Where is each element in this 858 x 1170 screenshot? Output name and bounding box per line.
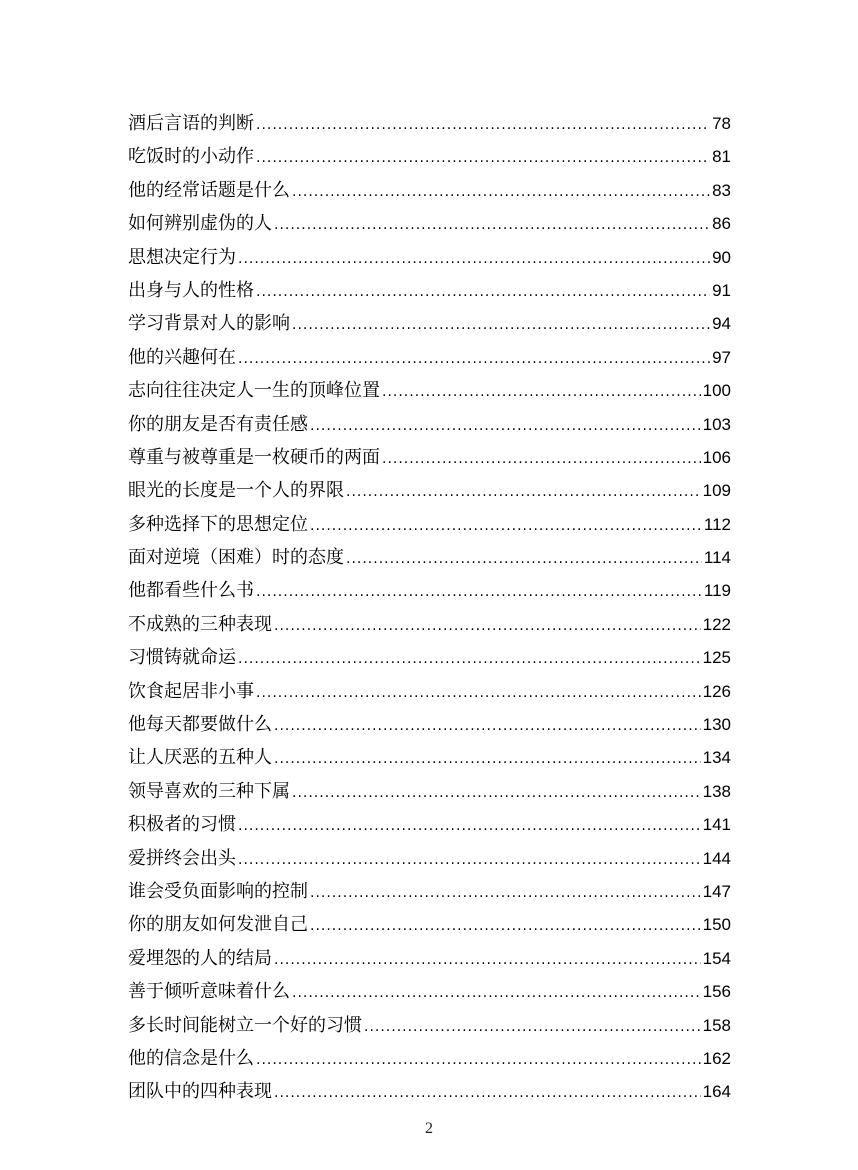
- toc-leader-dots: [256, 576, 702, 609]
- toc-entry-title: 领导喜欢的三种下属: [128, 780, 290, 802]
- toc-entry-title: 不成熟的三种表现: [128, 613, 272, 635]
- toc-entry[interactable]: [128, 374, 731, 407]
- toc-entry-title: 善于倾听意味着什么: [128, 981, 290, 1003]
- toc-entry-title: 吃饭时的小动作: [128, 146, 254, 168]
- toc-entry-title: 饮食起居非小事: [128, 680, 254, 702]
- toc-entry[interactable]: [128, 908, 731, 941]
- toc-leader-dots: [274, 944, 701, 977]
- toc-entry-title: 让人厌恶的五种人: [128, 747, 272, 769]
- toc-leader-dots: [382, 376, 701, 409]
- toc-entry[interactable]: [128, 842, 731, 875]
- toc-entry[interactable]: [128, 307, 731, 340]
- toc-entry-page: 125: [702, 648, 731, 668]
- toc-entry-page: 134: [702, 748, 731, 768]
- toc-entry[interactable]: [128, 808, 731, 841]
- toc-entry[interactable]: [128, 541, 731, 574]
- toc-entry-page: 114: [703, 548, 731, 568]
- toc-leader-dots: [238, 810, 701, 843]
- toc-entry-page: 156: [702, 982, 731, 1002]
- toc-entry[interactable]: [128, 408, 731, 441]
- toc-entry-page: 81: [712, 147, 731, 167]
- toc-leader-dots: [256, 677, 701, 710]
- toc-leader-dots: [364, 1011, 701, 1044]
- toc-leader-dots: [310, 410, 701, 443]
- toc-entry-page: 144: [702, 848, 731, 868]
- toc-entry[interactable]: [128, 474, 731, 507]
- toc-entry-title: 如何辨别虚伪的人: [128, 213, 272, 235]
- toc-entry-page: 83: [712, 180, 731, 200]
- toc-entry-title: 你的朋友是否有责任感: [128, 413, 308, 435]
- toc-entry-page: 100: [702, 381, 731, 401]
- toc-entry-page: 109: [702, 481, 731, 501]
- toc-entry[interactable]: [128, 1075, 731, 1108]
- toc-entry-title: 眼光的长度是一个人的界限: [128, 480, 344, 502]
- toc-leader-dots: [292, 309, 710, 342]
- toc-leader-dots: [256, 142, 710, 175]
- toc-entry[interactable]: [128, 741, 731, 774]
- toc-entry[interactable]: [128, 608, 731, 641]
- toc-leader-dots: [256, 109, 710, 142]
- toc-entry-page: 103: [702, 414, 731, 434]
- toc-entry-page: 86: [712, 214, 731, 234]
- toc-entry-page: 91: [712, 280, 731, 300]
- toc-entry-title: 思想决定行为: [128, 246, 236, 268]
- toc-entry[interactable]: [128, 140, 731, 173]
- toc-leader-dots: [310, 910, 701, 943]
- toc-leader-dots: [274, 610, 701, 643]
- toc-leader-dots: [256, 1044, 701, 1077]
- toc-entry-title: 多种选择下的思想定位: [128, 513, 308, 535]
- toc-entry[interactable]: [128, 174, 731, 207]
- toc-entry-page: 164: [702, 1082, 731, 1102]
- toc-entry-page: 112: [703, 514, 731, 534]
- toc-entry-page: 147: [702, 881, 731, 901]
- toc-entry-title: 他每天都要做什么: [128, 714, 272, 736]
- toc-leader-dots: [346, 543, 702, 576]
- toc-entry-page: 141: [702, 815, 731, 835]
- toc-entry-page: 97: [712, 347, 731, 367]
- table-of-contents: [128, 107, 731, 1109]
- toc-entry-title: 志向往往决定人一生的顶峰位置: [128, 380, 380, 402]
- toc-leader-dots: [346, 476, 701, 509]
- toc-entry-page: 126: [702, 681, 731, 701]
- toc-entry[interactable]: [128, 1009, 731, 1042]
- toc-leader-dots: [274, 1077, 701, 1110]
- toc-entry[interactable]: [128, 775, 731, 808]
- toc-leader-dots: [310, 510, 702, 543]
- toc-entry[interactable]: [128, 1042, 731, 1075]
- toc-entry[interactable]: [128, 942, 731, 975]
- toc-entry[interactable]: [128, 107, 731, 140]
- toc-entry-title: 爱埋怨的人的结局: [128, 947, 272, 969]
- toc-entry-page: 150: [702, 915, 731, 935]
- toc-entry-title: 他都看些什么书: [128, 580, 254, 602]
- toc-entry-title: 爱拼终会出头: [128, 847, 236, 869]
- toc-entry[interactable]: [128, 274, 731, 307]
- toc-entry[interactable]: [128, 875, 731, 908]
- toc-entry-page: 162: [702, 1048, 731, 1068]
- toc-leader-dots: [292, 977, 701, 1010]
- toc-leader-dots: [274, 710, 701, 743]
- toc-entry[interactable]: [128, 975, 731, 1008]
- toc-entry-title: 面对逆境（困难）时的态度: [128, 547, 344, 569]
- toc-leader-dots: [310, 877, 701, 910]
- toc-entry[interactable]: [128, 207, 731, 240]
- toc-entry-page: 78: [712, 114, 731, 133]
- toc-entry-title: 团队中的四种表现: [128, 1081, 272, 1103]
- toc-leader-dots: [238, 844, 701, 877]
- toc-entry-title: 酒后言语的判断: [128, 113, 254, 134]
- toc-entry-title: 积极者的习惯: [128, 814, 236, 836]
- page-number: 2: [425, 1120, 433, 1137]
- toc-entry[interactable]: [128, 241, 731, 274]
- toc-entry-title: 出身与人的性格: [128, 279, 254, 301]
- toc-entry[interactable]: [128, 508, 731, 541]
- toc-leader-dots: [238, 643, 701, 676]
- toc-leader-dots: [256, 276, 710, 309]
- toc-entry[interactable]: [128, 441, 731, 474]
- toc-entry-page: 130: [702, 715, 731, 735]
- toc-entry-page: 122: [702, 614, 731, 634]
- toc-entry[interactable]: [128, 708, 731, 741]
- toc-entry[interactable]: [128, 574, 731, 607]
- toc-entry-title: 学习背景对人的影响: [128, 313, 290, 335]
- toc-entry-page: 158: [702, 1015, 731, 1035]
- toc-leader-dots: [238, 343, 710, 376]
- toc-entry[interactable]: [128, 675, 731, 708]
- toc-entry-page: 106: [702, 447, 731, 467]
- toc-entry[interactable]: [128, 641, 731, 674]
- toc-entry-title: 他的兴趣何在: [128, 346, 236, 368]
- toc-entry-page: 119: [703, 581, 731, 601]
- toc-leader-dots: [292, 176, 710, 209]
- toc-entry-title: 谁会受负面影响的控制: [128, 880, 308, 902]
- toc-leader-dots: [274, 743, 701, 776]
- toc-entry-title: 尊重与被尊重是一枚硬币的两面: [128, 446, 380, 468]
- toc-entry-title: 你的朋友如何发泄自己: [128, 914, 308, 936]
- toc-entry-title: 多长时间能树立一个好的习惯: [128, 1014, 362, 1036]
- toc-entry-page: 90: [712, 247, 731, 267]
- toc-entry-title: 习惯铸就命运: [128, 647, 236, 669]
- toc-entry-title: 他的经常话题是什么: [128, 179, 290, 201]
- toc-entry-page: 94: [712, 314, 731, 334]
- toc-leader-dots: [274, 209, 710, 242]
- toc-entry[interactable]: [128, 341, 731, 374]
- toc-leader-dots: [382, 443, 701, 476]
- toc-entry-page: 154: [702, 948, 731, 968]
- toc-leader-dots: [238, 243, 710, 276]
- toc-entry-page: 138: [702, 781, 731, 801]
- toc-entry-title: 他的信念是什么: [128, 1047, 254, 1069]
- toc-leader-dots: [292, 777, 701, 810]
